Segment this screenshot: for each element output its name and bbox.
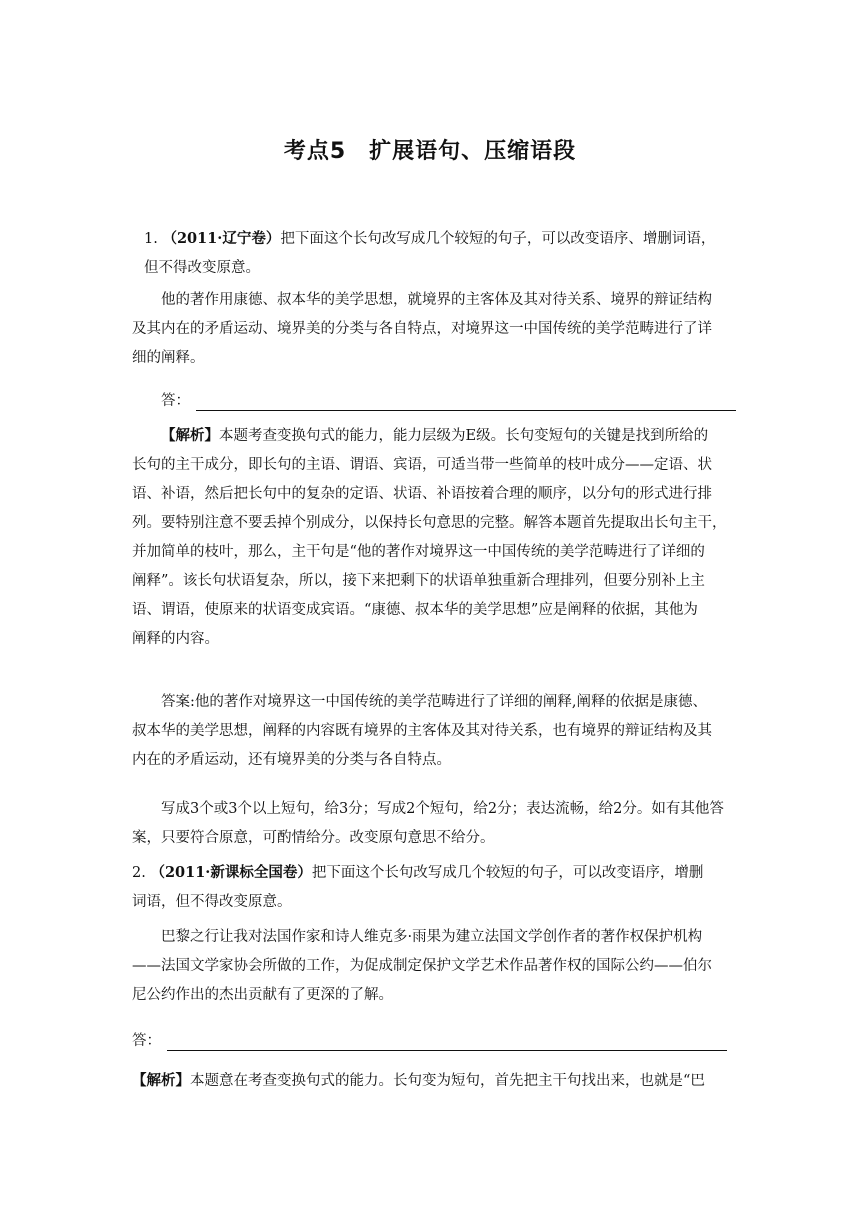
passage-line: 尼公约作出的杰出贡献有了更深的了解。 [132, 987, 393, 1003]
passage-line: 巴黎之行让我对法国作家和诗人维克多·雨果为建立法国文学创作者的著作权保护机构 [161, 929, 703, 945]
answer-text-line: 内在的矛盾运动，还有境界美的分类与各自特点。 [132, 752, 451, 768]
analysis-line: 长句的主干成分，即长句的主语、谓语、宾语，可适当带一些简单的枝叶成分——定语、状 [132, 457, 712, 473]
answer-label: 答： [161, 393, 190, 409]
analysis-line: 语、补语，然后把长句中的复杂的定语、状语、补语按着合理的顺序，以分句的形式进行排 [132, 486, 712, 502]
answer-text-line: 叔本华的美学思想，阐释的内容既有境界的主客体及其对待关系，也有境界的辩证结构及其 [132, 723, 712, 739]
scoring-line: 案，只要符合原意，可酌情给分。改变原句意思不给分。 [132, 830, 495, 846]
analysis-line: 阐释”。该长句状语复杂，所以，接下来把剩下的状语单独重新合理排列，但要分别补上主 [132, 573, 705, 589]
question-1-prompt [144, 224, 744, 283]
page-title: 考点5 扩展语句、压缩语段 [283, 139, 577, 164]
analysis-line: 并加简单的枝叶，那么，主干句是“他的著作对境界这一中国传统的美学范畴进行了详细的 [132, 544, 705, 560]
analysis-line: 本题意在考查变换句式的能力。长句变为短句，首先把主干句找出来，也就是“巴 [190, 1073, 705, 1089]
question-2-prompt [132, 858, 752, 917]
question-2-prompt-line-2: 词语，但不得改变原意。 [132, 894, 292, 910]
answer-blank[interactable] [167, 1034, 727, 1051]
question-2-analysis [132, 1066, 752, 1096]
analysis-tag: 【解析】 [132, 1072, 190, 1089]
question-1-source: （2011·辽宁卷） [162, 230, 281, 247]
analysis-tag: 【解析】 [161, 427, 219, 444]
question-1-analysis [132, 421, 752, 654]
scoring-line: 写成3个或3个以上短句，给3分；写成2个短句，给2分；表达流畅，给2分。如有其他答 [161, 801, 724, 817]
question-1-scoring [132, 795, 752, 853]
answer-label: 答： [132, 1033, 161, 1049]
analysis-line: 阐释的内容。 [132, 631, 219, 647]
passage-line: ——法国文学家协会所做的工作，为促成制定保护文学艺术作品著作权的国际公约——伯尔 [132, 958, 712, 974]
question-1-passage [132, 286, 752, 373]
passage-line: 他的著作用康德、叔本华的美学思想，就境界的主客体及其对待关系、境界的辩证结构 [161, 292, 712, 308]
question-2-answer-row [132, 1031, 727, 1051]
analysis-line: 语、谓语，使原来的状语变成宾语。“康德、叔本华的美学思想”应是阐释的依据，其他为 [132, 602, 698, 618]
question-2-source: （2011·新课标全国卷） [150, 864, 312, 881]
question-1-prompt-line-1: 把下面这个长句改写成几个较短的句子，可以改变语序、增删词语， [280, 231, 716, 247]
question-1-answer-text [132, 688, 752, 775]
question-2-passage [132, 923, 752, 1010]
question-1-answer-row [161, 391, 736, 411]
question-2-number: 2. [132, 865, 146, 881]
passage-line: 细的阐释。 [132, 350, 205, 366]
analysis-line: 列。要特别注意不要丢掉个别成分，以保持长句意思的完整。解答本题首先提取出长句主干， [132, 515, 727, 531]
answer-text-line: 答案:他的著作对境界这一中国传统的美学范畴进行了详细的阐释,阐释的依据是康德、 [161, 694, 707, 710]
question-2-prompt-line-1: 把下面这个长句改写成几个较短的句子，可以改变语序，增删 [311, 865, 704, 881]
question-1-number: 1. [144, 231, 158, 247]
passage-line: 及其内在的矛盾运动、境界美的分类与各自特点，对境界这一中国传统的美学范畴进行了详 [132, 321, 712, 337]
question-1-prompt-line-2: 但不得改变原意。 [144, 260, 260, 276]
analysis-line: 本题考查变换句式的能力，能力层级为E级。长句变短句的关键是找到所给的 [219, 428, 709, 444]
answer-blank[interactable] [196, 394, 736, 411]
